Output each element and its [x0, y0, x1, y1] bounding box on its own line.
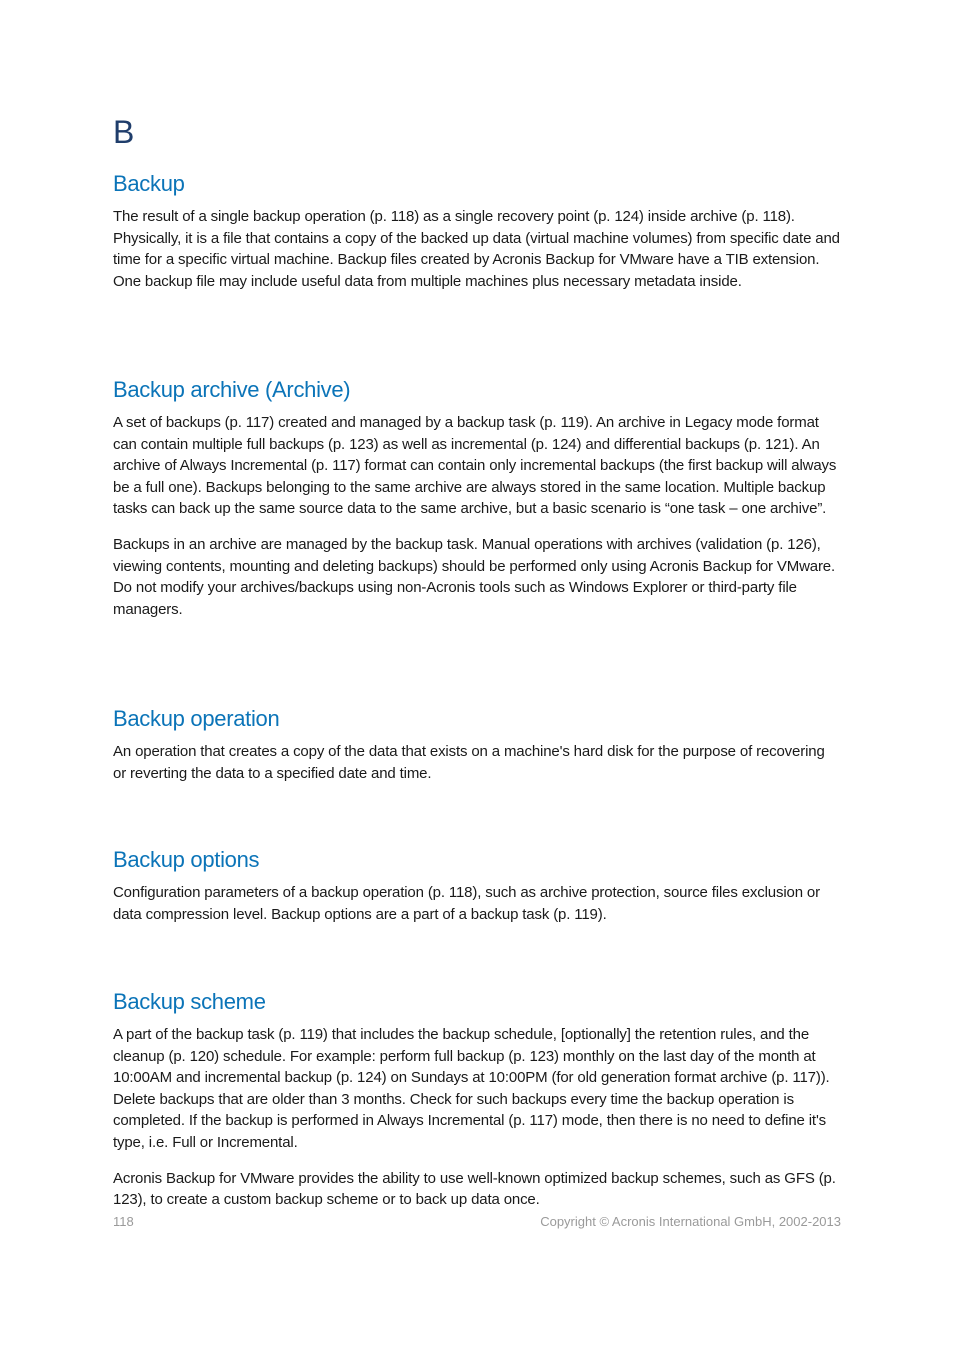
section-title: Backup	[113, 171, 185, 196]
paragraph: The result of a single backup operation (p. 118) as a single recovery point (p. 124) inside archive (p. 118). Physically, it is a file that contains a copy of the backed up data (virtual machine volumes) from specific date and time for a specific virtual machine. Backup files created by Acronis Backup for VMware have a TIB extension. One backup file may include useful data from multiple machines plus necessary metadata inside.	[113, 208, 840, 290]
paragraph: An operation that creates a copy of the data that exists on a machine's hard disk for the purpose of recovering or reverting the data to a specified date and time.	[113, 743, 825, 782]
section-backup-archive	[113, 377, 841, 634]
section-backup-scheme	[113, 989, 841, 1225]
paragraph: A part of the backup task (p. 119) that includes the backup schedule, [optionally] the retention rules, and the cleanup (p. 120) schedule. For example: perform full backup (p. 123) monthly on the last day of the month at 10:00AM and incremental backup (p. 124) on Sundays at 10:00PM (for old generation format archive (p. 117)). Delete backups that are older than 3 months. Check for such backups every time the backup operation is completed. If the backup is performed in Always Incremental (p. 117) mode, then there is no need to define it's type, i.e. Full or Incremental.	[113, 1026, 830, 1151]
paragraph: Backups in an archive are managed by the backup task. Manual operations with archives (validation (p. 126), viewing contents, mounting and deleting backups) should be performed only using Acronis Backup for VMware. Do not modify your archives/backups using non-Acronis tools such as Windows Explorer or third-party file managers.	[113, 535, 836, 618]
copyright-notice: Copyright © Acronis International GmbH, 2002-2013	[540, 1214, 841, 1229]
index-letter: B	[113, 114, 135, 150]
paragraph: A set of backups (p. 117) created and managed by a backup task (p. 119). An archive in Legacy mode format can contain multiple full backups (p. 123) as well as incremental (p. 124) and differential backups (p. 121). An archive of Always Incremental (p. 117) format can contain only incremental backups (the first backup will always be a full one). Backups belonging to the same archive are always stored in the same location. Multiple backup tasks can back up the same source data to the same archive, but a basic scenario is “one task – one archive”.	[113, 414, 837, 518]
paragraph: Configuration parameters of a backup operation (p. 118), such as archive protection, source files exclusion or data compression level. Backup options are a part of a backup task (p. 119).	[113, 884, 820, 923]
page-number: 118	[113, 1214, 134, 1229]
section-backup-options	[113, 847, 841, 939]
section-backup-operation	[113, 706, 841, 798]
section-title: Backup operation	[113, 706, 280, 731]
section-title: Backup scheme	[113, 989, 266, 1014]
section-title: Backup archive (Archive)	[113, 377, 351, 402]
section-title: Backup options	[113, 847, 260, 872]
paragraph: Acronis Backup for VMware provides the ability to use well-known optimized backup schemes, such as GFS (p. 123), to create a custom backup scheme or to back up data once.	[113, 1169, 836, 1209]
section-backup	[113, 171, 841, 306]
